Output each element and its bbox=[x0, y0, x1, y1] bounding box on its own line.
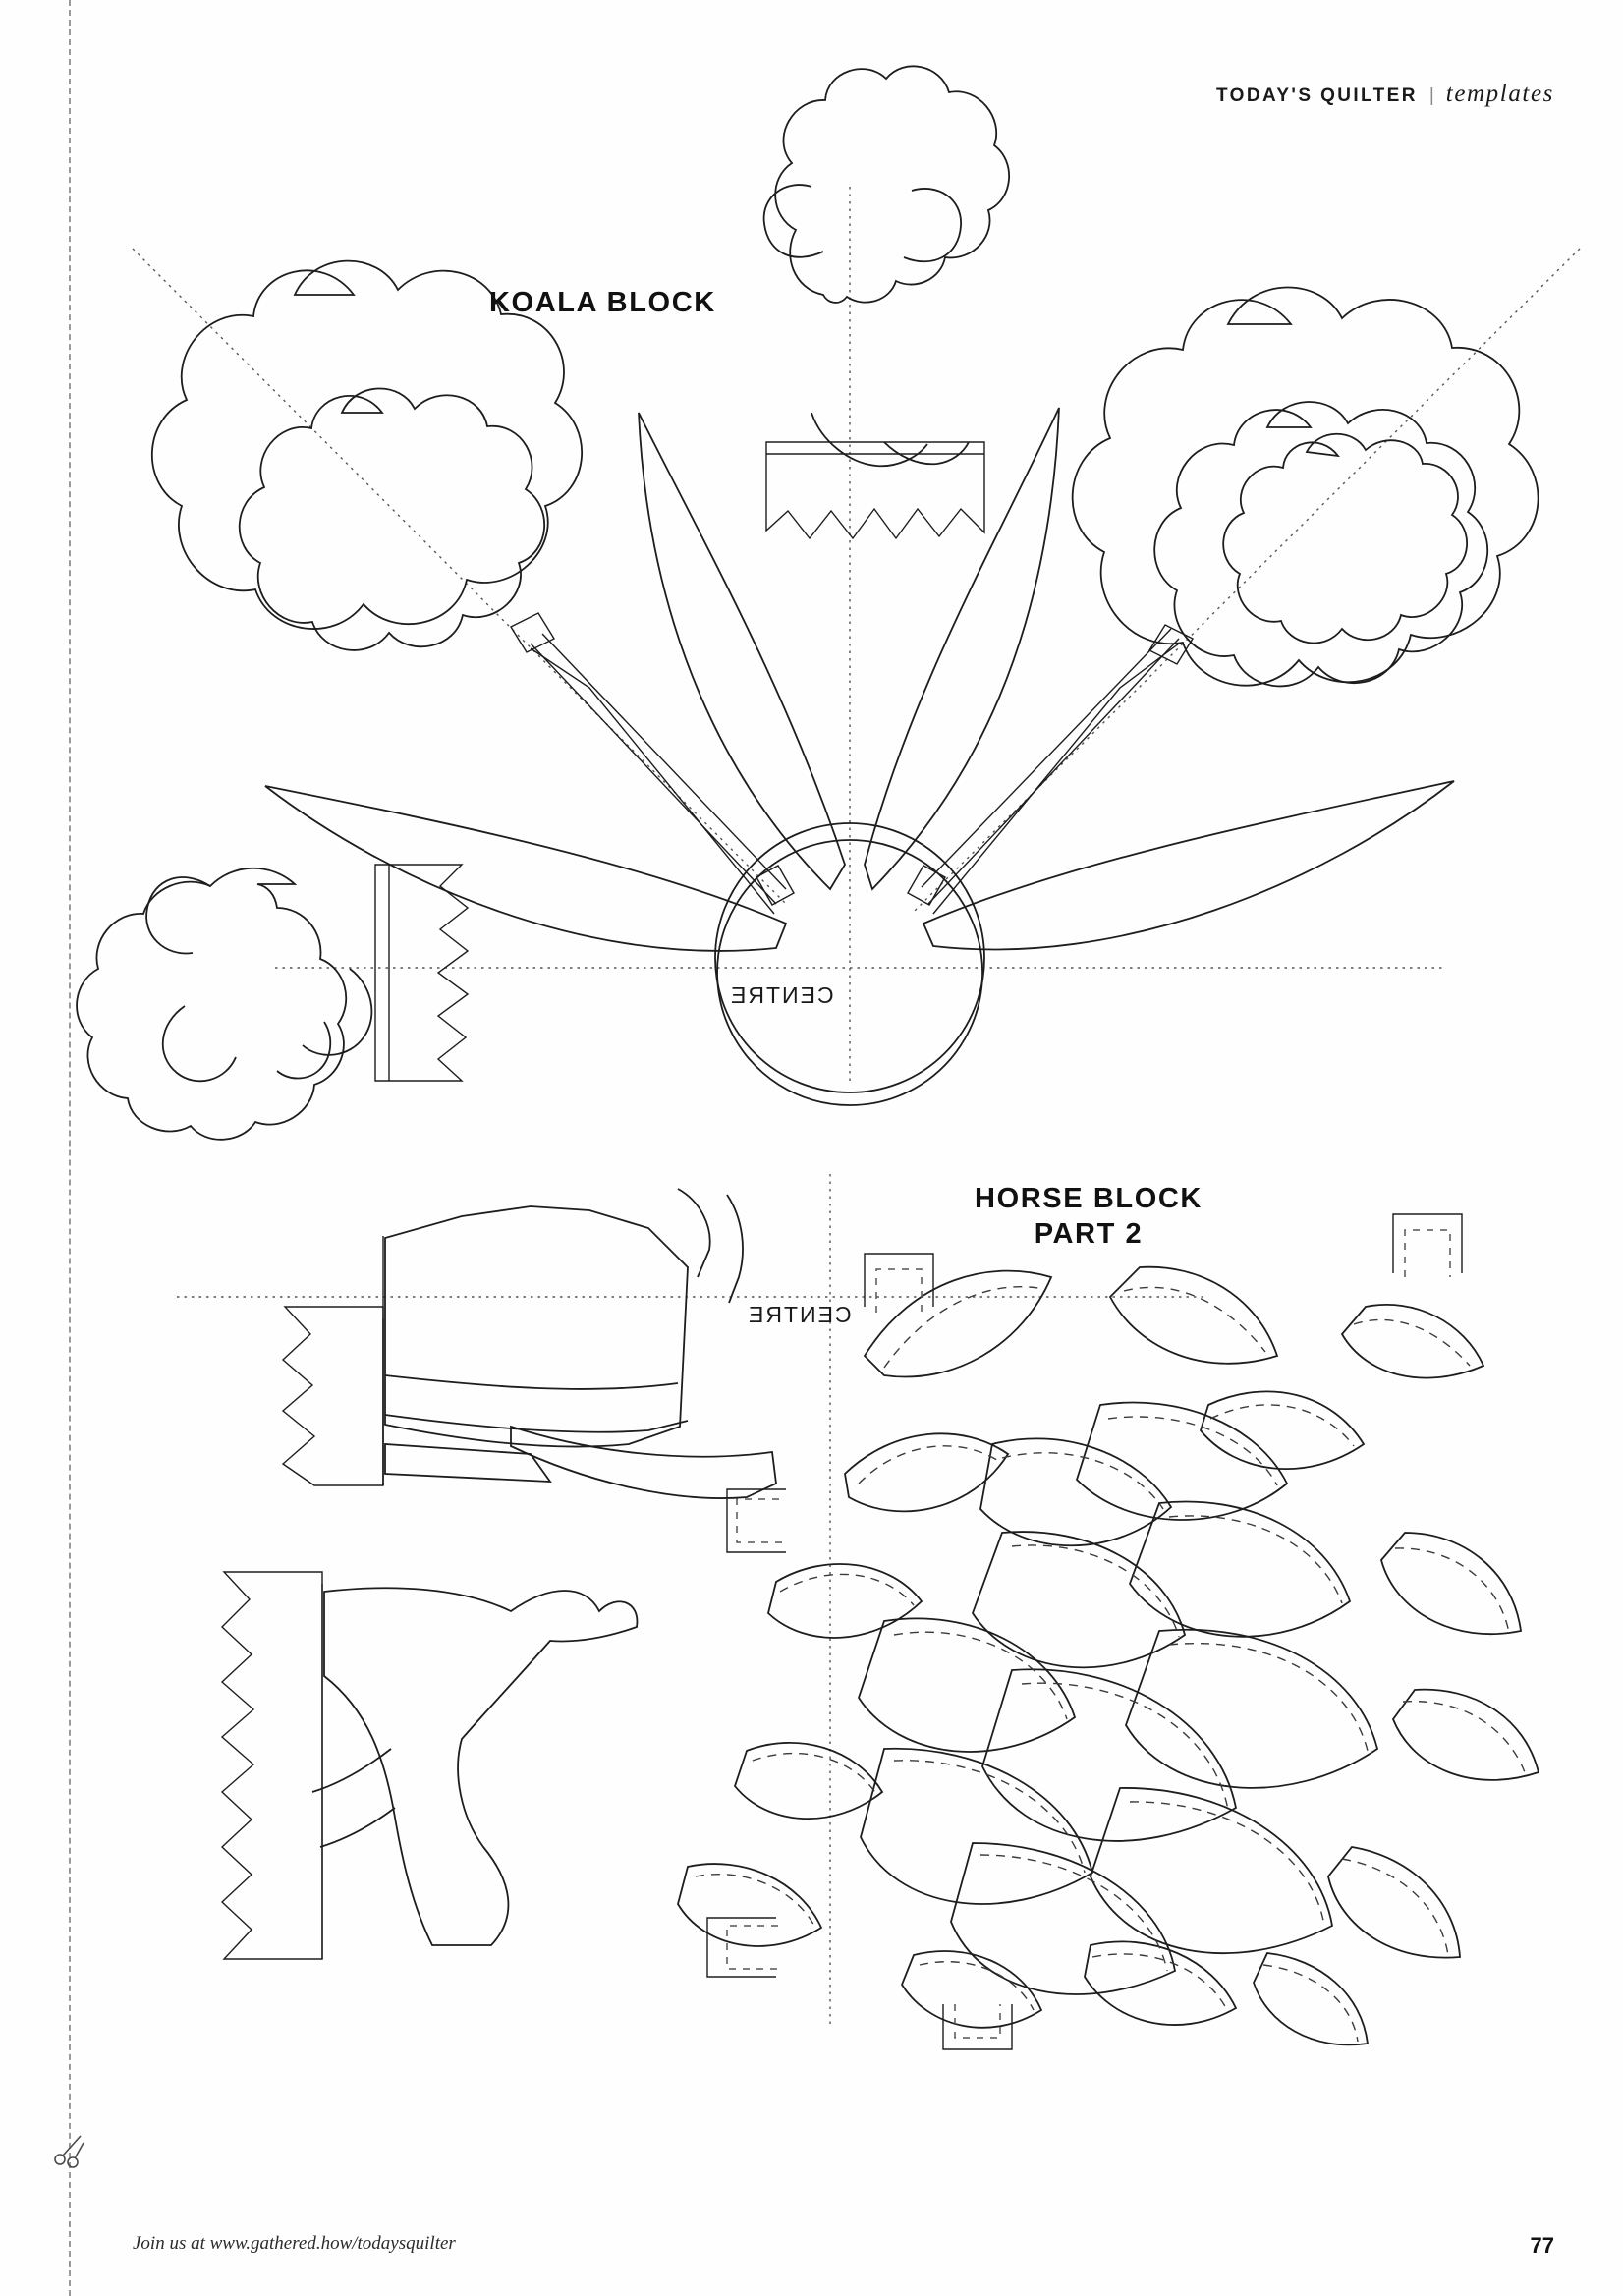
horse-flower-inner bbox=[859, 1403, 1377, 1994]
koala-piece-bottom-left bbox=[77, 865, 468, 1140]
horse-block-title-line1: HORSE BLOCK bbox=[975, 1183, 1203, 1214]
horse-block-title bbox=[975, 1181, 1203, 1253]
koala-guide-lines bbox=[133, 187, 1580, 1081]
horse-guide-lines bbox=[177, 1174, 1208, 2024]
horse-block-title-line2: PART 2 bbox=[1034, 1218, 1144, 1251]
koala-block-title: KOALA BLOCK bbox=[489, 287, 716, 318]
koala-stems bbox=[511, 613, 1193, 914]
koala-centre-label: CENTRE bbox=[729, 982, 834, 1008]
header-section-label: templates bbox=[1445, 81, 1554, 107]
page-number: 77 bbox=[1530, 2233, 1554, 2258]
horse-flower-petals bbox=[678, 1267, 1539, 2045]
koala-flower-right bbox=[1073, 287, 1539, 686]
horse-piece-tail bbox=[222, 1572, 637, 1959]
magazine-brand: TODAY'S QUILTER bbox=[1215, 85, 1418, 106]
horse-centre-label: CENTRE bbox=[747, 1302, 852, 1327]
koala-piece-top bbox=[764, 66, 1010, 538]
footer-note: Join us at www.gathered.how/todaysquilter bbox=[133, 2233, 456, 2254]
horse-piece-body bbox=[283, 1189, 776, 1498]
header-separator: | bbox=[1428, 85, 1434, 106]
